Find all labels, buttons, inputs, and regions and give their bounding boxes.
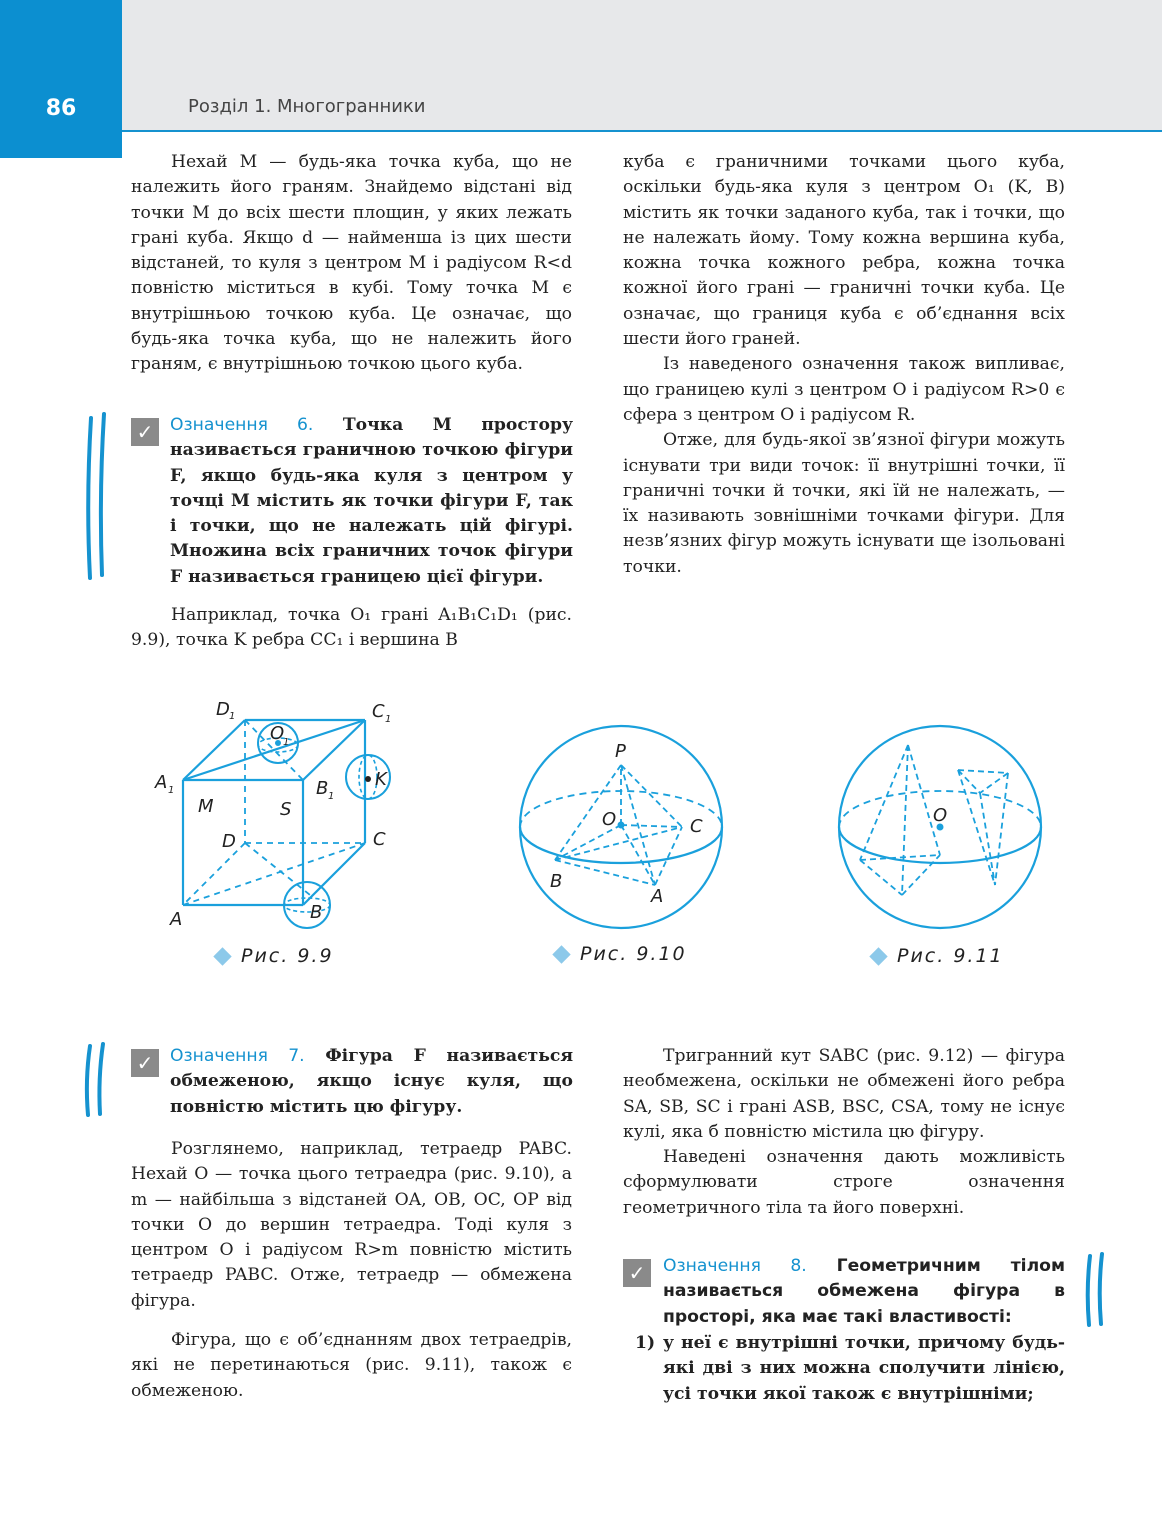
label-sub: 1 [168, 785, 175, 796]
page-number-box [0, 0, 122, 158]
label-o: O [933, 805, 948, 826]
figure-9-9-cube [150, 695, 410, 945]
label-a: A [170, 909, 183, 930]
caption-text: Рис. 9.10 [580, 943, 687, 965]
right-top-text [623, 150, 1065, 580]
label-a1: A [155, 772, 168, 793]
page-header [0, 0, 1162, 132]
paragraph: Наведені означення дають можливість сформулювати строге означення геометричного тіла та його поверхні. [623, 1147, 1065, 1218]
paragraph: Фігура, що є об’єднанням двох тетраедрів, які не перетинаються (рис. 9.11), також є обмеженою. [131, 1330, 572, 1401]
definition-text: Точка M простору називається граничною точкою фігури F, якщо будь-яка куля з центром у точці M містить як точки фігури F, так і точки, що не належать цій фігурі. Множина всіх граничних точок фігури F називається границею цієї фігури. [170, 415, 573, 587]
caption-9-9 [216, 945, 334, 967]
paragraph: Тригранний кут SABC (рис. 9.12) — фігура необмежена, оскільки не обмежені його ребра SA, SB, SC і грані ASB, BSC, CSA, тому не існує кулі, яка б повністю містила цю фігуру. [623, 1046, 1065, 1142]
definition-label: Означення 8. [663, 1256, 807, 1276]
page-number: 86 [45, 96, 77, 121]
caption-text: Рис. 9.9 [241, 945, 334, 967]
label-d1: D [216, 699, 230, 720]
left-top-text [131, 150, 572, 378]
margin-bars [80, 1040, 110, 1120]
definition-text: Фігура F називається обмеженою, якщо існує куля, що повністю містить цю фігуру. [170, 1046, 574, 1117]
label-c: C [373, 829, 386, 850]
figure-9-10-sphere [510, 715, 740, 935]
label-b: B [550, 871, 563, 892]
paragraph: Наприклад, точка O₁ грані A₁B₁C₁D₁ (рис. 9.9), точка K ребра CC₁ і вершина B [131, 605, 572, 651]
label-sub: 1 [385, 714, 392, 725]
label-sub: 1 [229, 711, 236, 722]
label-k: K [375, 769, 387, 790]
label-b1: B [316, 778, 329, 799]
label-b: B [310, 902, 323, 923]
label-s: S [280, 799, 292, 820]
paragraph: Нехай M — будь-яка точка куба, що не належить його граням. Знайдемо відстані від точки M до всіх шести площин, у яких лежать грані куба. Якщо d — найменша із цих шести відстаней, то куля з центром M і радіусом R<d повністю міститься в кубі. Тому точка M є внутрішньою точкою куба. Це означає, що будь-яка точка куба, що не належить його граням, є внутрішньою точкою цього куба. [131, 152, 572, 375]
caption-9-10 [555, 943, 687, 965]
chapter-title: Розділ 1. Многогранники [188, 96, 426, 117]
diamond-icon [869, 947, 887, 965]
definition-6 [170, 413, 573, 590]
margin-bars [1082, 1250, 1112, 1330]
check-icon: ✓ [131, 1049, 159, 1077]
left-mid-text [131, 603, 572, 654]
paragraph: Із наведеного означення також випливає, що границею кулі з центром O і радіусом R>0 є сфера з центром O і радіусом R. [623, 354, 1065, 425]
label-o: O [602, 809, 617, 830]
label-o1: O [270, 723, 285, 744]
check-icon: ✓ [623, 1259, 651, 1287]
left-bottom-text [131, 1137, 572, 1404]
label-m: M [198, 796, 214, 817]
label-sub: 1 [328, 791, 335, 802]
definition-text: Геометричним тілом називається обмежена фігура в просторі, яка має такі властивості: [663, 1256, 1066, 1327]
list-number: 1) [635, 1333, 656, 1353]
label-c1: C [372, 701, 385, 722]
paragraph: Розглянемо, наприклад, тетраедр PABC. Нехай O — точка цього тетраедра (рис. 9.10), а m — найбільша з відстаней OA, OB, OC, OP від точки O до вершин тетраедра. Тоді куля з центром O і радіусом R>m повністю містить тетраедр PABC. Отже, тетраедр — обмежена фігура. [131, 1139, 572, 1311]
label-c: C [690, 816, 703, 837]
definition-label: Означення 6. [170, 415, 314, 435]
label-a: A [651, 886, 664, 907]
list-item-1: у неї є внутрішні точки, причому будь-які дві з них можна сполучити лінією, усі точки якої також є внутрішніми; [663, 1333, 1065, 1404]
definition-7 [170, 1044, 573, 1120]
diamond-icon [552, 945, 570, 963]
paragraph: куба є граничними точками цього куба, оскільки будь-яка куля з центром O₁ (K, B) містить як точки заданого куба, так і точки, що не належать йому. Тому кожна вершина куба, кожна точка кожного ребра, кожна точка кожної його грані — граничні точки куба. Це означає, що границя куба є об’єднання всіх шести його граней. [623, 152, 1065, 350]
margin-bars [82, 410, 112, 585]
caption-9-11 [872, 945, 1004, 967]
label-d: D [222, 831, 236, 852]
paragraph: Отже, для будь-якої зв’язної фігури можуть існувати три види точок: її внутрішні точки, її граничні точки й точки, які їй не належать, — їх називають зовнішніми точками фігури. Для незв’язних фігур можуть існувати ще ізольовані точки. [623, 430, 1065, 577]
diamond-icon [213, 947, 231, 965]
right-bottom-text [623, 1044, 1065, 1221]
definition-label: Означення 7. [170, 1046, 305, 1066]
label-p: P [615, 741, 626, 762]
figure-9-11-sphere [830, 715, 1050, 935]
label-sub: 1 [283, 737, 290, 748]
check-icon: ✓ [131, 418, 159, 446]
caption-text: Рис. 9.11 [897, 945, 1004, 967]
definition-8 [663, 1254, 1065, 1330]
